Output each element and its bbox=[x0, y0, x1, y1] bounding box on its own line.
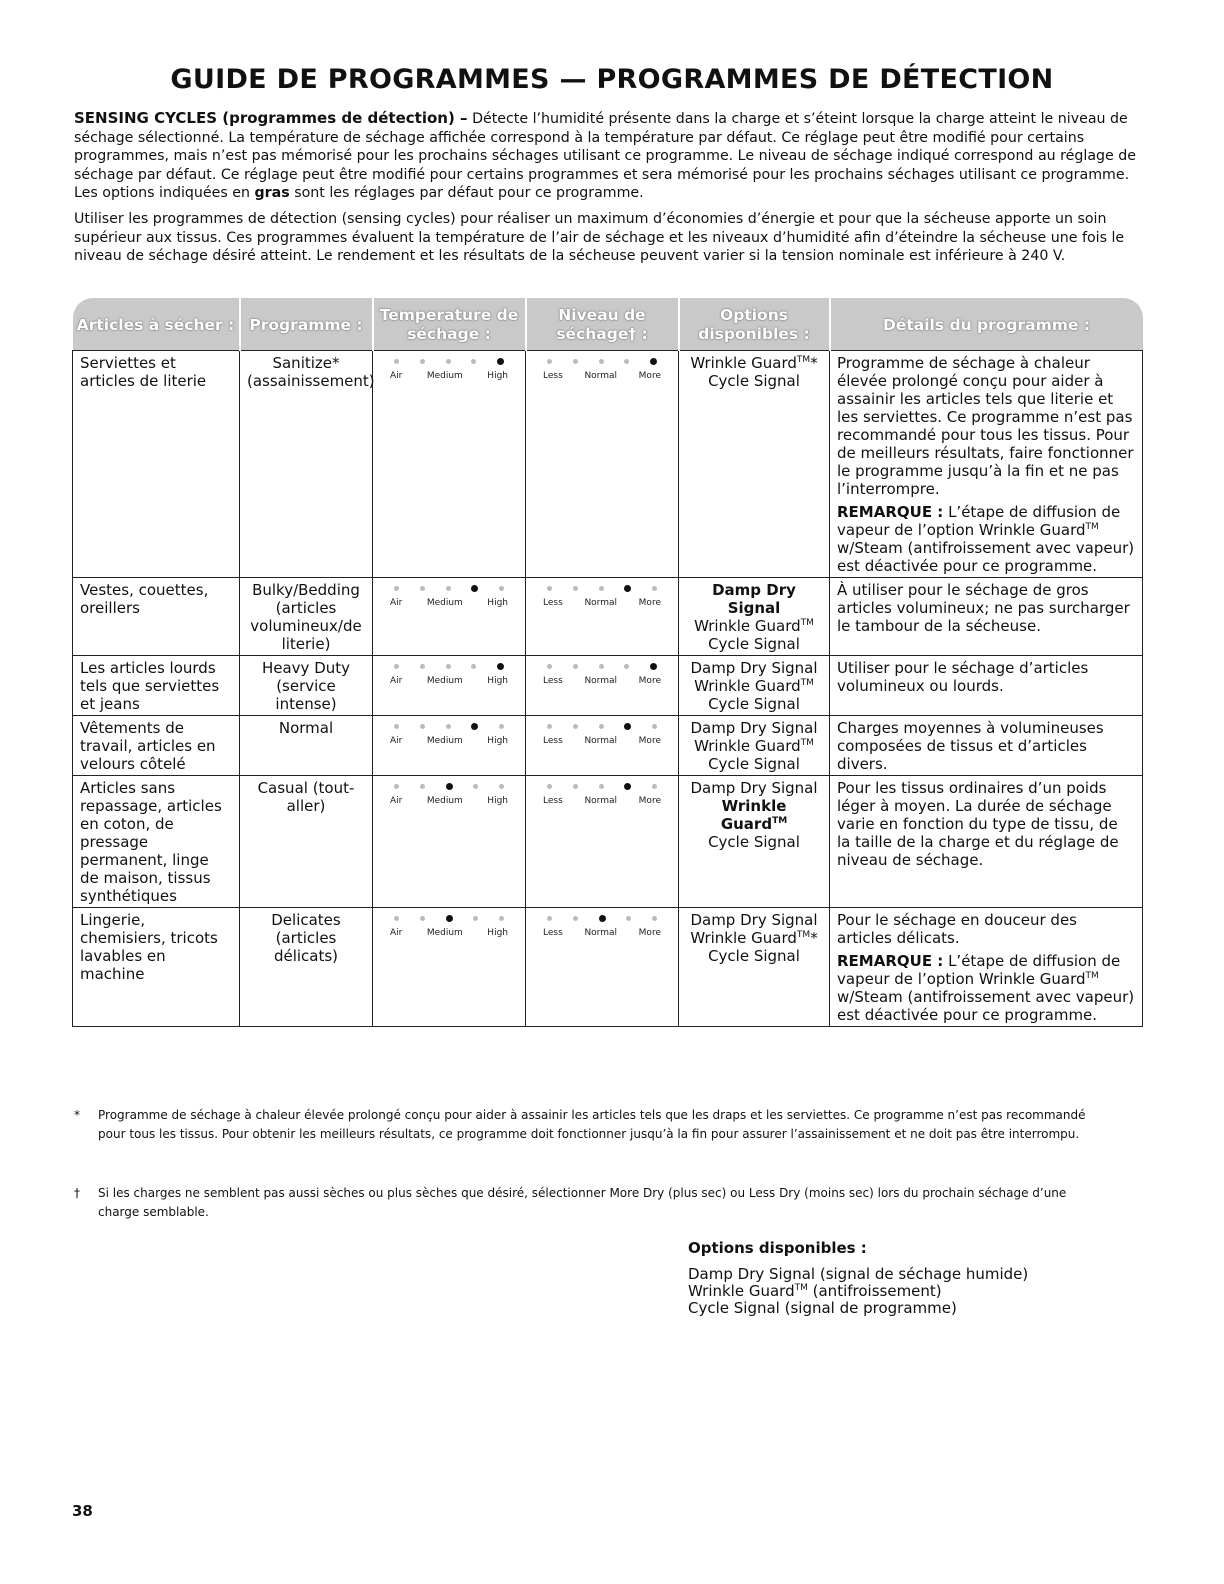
details-text: Pour le séchage en douceur des articles délicats. bbox=[837, 911, 1077, 947]
details-cell bbox=[830, 908, 1143, 1027]
temp-scale-label: Air bbox=[390, 676, 403, 686]
dry-scale-label: Less bbox=[543, 371, 563, 381]
temp-dot bbox=[420, 784, 425, 789]
dry-dot bbox=[626, 916, 631, 921]
dry-level-cell bbox=[526, 351, 679, 578]
page-title: GUIDE DE PROGRAMMES — PROGRAMMES DE DÉTECTION bbox=[170, 64, 1054, 95]
temp-dot-selected bbox=[446, 915, 453, 922]
temp-scale-label: High bbox=[487, 736, 508, 746]
temperature-cell bbox=[373, 351, 526, 578]
details-text: À utiliser pour le séchage de gros articles volumineux; ne pas surcharger le tambour de la sécheuse. bbox=[837, 581, 1130, 635]
temp-dot bbox=[499, 724, 504, 729]
table-row bbox=[73, 578, 1143, 656]
temp-scale-label: High bbox=[487, 598, 508, 608]
articles-cell: Lingerie, chemisiers, tricots lavables en machine bbox=[73, 908, 240, 1027]
temp-scale bbox=[390, 598, 508, 609]
temp-dot bbox=[420, 359, 425, 364]
header-details: Détails du programme : bbox=[830, 298, 1143, 351]
dry-scale-label: Normal bbox=[584, 928, 618, 938]
table-row bbox=[73, 908, 1143, 1027]
intro-paragraph-1 bbox=[74, 109, 1152, 203]
header-temperature: Temperature de séchage : bbox=[373, 298, 526, 351]
details-cell bbox=[830, 578, 1143, 656]
temp-dot bbox=[394, 784, 399, 789]
dry-scale-label: Less bbox=[543, 928, 563, 938]
intro-bold-word: gras bbox=[254, 185, 290, 201]
temp-dot bbox=[471, 359, 476, 364]
details-text: Charges moyennes à volumineuses composées de tissus et d’articles divers. bbox=[837, 719, 1104, 773]
dry-dot bbox=[547, 664, 552, 669]
program-cell: Normal bbox=[240, 716, 373, 776]
temp-dot bbox=[420, 724, 425, 729]
option-item: Wrinkle Guard™ bbox=[694, 737, 814, 755]
temp-dot-selected bbox=[471, 585, 478, 592]
details-text: Programme de séchage à chaleur élevée prolongé conçu pour aider à assainir les articles tels que literie et les serviettes. Ce programme n’est pas recommandé pour tous les tissus. Pour de meilleurs résultats, faire fonctionner le programme jusqu’à la fin et ne pas l’interrompre. bbox=[837, 354, 1134, 498]
temp-scale-label: Air bbox=[390, 598, 403, 608]
temp-scale-label: Medium bbox=[426, 676, 463, 686]
temp-scale bbox=[390, 736, 508, 747]
option-item: Damp Dry Signal bbox=[690, 719, 818, 737]
dry-scale-label: Normal bbox=[584, 371, 618, 381]
temp-scale-label: Medium bbox=[426, 928, 463, 938]
options-cell bbox=[679, 656, 830, 716]
table-row bbox=[73, 776, 1143, 908]
temp-dot bbox=[473, 916, 478, 921]
table-row bbox=[73, 716, 1143, 776]
temperature-cell bbox=[373, 716, 526, 776]
dry-scale bbox=[543, 371, 661, 382]
footnote-mark: † bbox=[74, 1186, 80, 1200]
available-options-heading: Options disponibles : bbox=[688, 1239, 867, 1257]
header-articles: Articles à sécher : bbox=[73, 298, 240, 351]
dry-dot bbox=[547, 586, 552, 591]
dry-dot bbox=[599, 664, 604, 669]
dry-dot bbox=[547, 784, 552, 789]
details-cell bbox=[830, 656, 1143, 716]
dry-scale-label: Normal bbox=[584, 736, 618, 746]
temp-scale-label: Air bbox=[390, 736, 403, 746]
temperature-cell bbox=[373, 908, 526, 1027]
details-note: REMARQUE : L’étape de diffusion de vapeur de l’option Wrinkle Guard™ w/Steam (antifroissement avec vapeur) est déactivée pour ce programme. bbox=[837, 952, 1135, 1024]
temp-scale-label: Medium bbox=[426, 371, 463, 381]
dry-indicator bbox=[533, 581, 671, 609]
dry-scale-label: More bbox=[638, 796, 661, 806]
option-item: Wrinkle Guard™ bbox=[694, 677, 814, 695]
dry-scale-label: More bbox=[638, 371, 661, 381]
temp-scale-label: High bbox=[487, 371, 508, 381]
option-item: Wrinkle Guard™* bbox=[690, 354, 818, 372]
dry-level-cell bbox=[526, 578, 679, 656]
options-cell bbox=[679, 776, 830, 908]
option-item: Damp Dry Signal bbox=[690, 911, 818, 929]
temp-dot bbox=[446, 586, 451, 591]
dry-dot bbox=[573, 586, 578, 591]
dry-scale-label: More bbox=[638, 928, 661, 938]
temp-dots bbox=[394, 354, 504, 368]
program-cell: Casual (tout-aller) bbox=[240, 776, 373, 908]
temp-scale bbox=[390, 928, 508, 939]
dry-dot bbox=[599, 724, 604, 729]
temp-scale bbox=[390, 371, 508, 382]
available-options bbox=[688, 1240, 1028, 1317]
dry-dot-selected bbox=[624, 723, 631, 730]
dry-dot bbox=[547, 916, 552, 921]
program-cell: Heavy Duty (service intense) bbox=[240, 656, 373, 716]
header-program: Programme : bbox=[240, 298, 373, 351]
dry-scale bbox=[543, 736, 661, 747]
table-row bbox=[73, 351, 1143, 578]
dry-dot bbox=[599, 784, 604, 789]
details-text: Utiliser pour le séchage d’articles volumineux ou lourds. bbox=[837, 659, 1089, 695]
option-item: Cycle Signal bbox=[708, 833, 800, 851]
articles-cell: Vestes, couettes, oreillers bbox=[73, 578, 240, 656]
option-item: Cycle Signal bbox=[708, 635, 800, 653]
temp-indicator bbox=[380, 581, 518, 609]
option-item: Wrinkle Guard™ bbox=[694, 617, 814, 635]
temp-scale-label: High bbox=[487, 796, 508, 806]
temp-scale-label: Medium bbox=[426, 796, 463, 806]
temperature-cell bbox=[373, 656, 526, 716]
temp-indicator bbox=[380, 779, 518, 807]
temp-dot-selected bbox=[497, 663, 504, 670]
dry-dot bbox=[652, 724, 657, 729]
temp-dots bbox=[394, 779, 504, 793]
temp-dot bbox=[394, 916, 399, 921]
temp-dot bbox=[499, 916, 504, 921]
details-cell bbox=[830, 776, 1143, 908]
available-option: Damp Dry Signal (signal de séchage humide) bbox=[688, 1265, 1029, 1283]
options-cell bbox=[679, 908, 830, 1027]
temp-dot-selected bbox=[446, 783, 453, 790]
option-item: Damp Dry Signal bbox=[690, 659, 818, 677]
temp-indicator bbox=[380, 719, 518, 747]
temp-dot bbox=[420, 586, 425, 591]
temp-scale-label: Air bbox=[390, 796, 403, 806]
details-note: REMARQUE : L’étape de diffusion de vapeur de l’option Wrinkle Guard™ w/Steam (antifroissement avec vapeur) est déactivée pour ce programme. bbox=[837, 503, 1135, 575]
dry-scale-label: Less bbox=[543, 676, 563, 686]
dry-dots bbox=[547, 911, 657, 925]
dry-dot bbox=[573, 664, 578, 669]
temp-dot bbox=[394, 724, 399, 729]
temp-dots bbox=[394, 719, 504, 733]
dry-scale-label: Normal bbox=[584, 796, 618, 806]
table-row bbox=[73, 656, 1143, 716]
dry-indicator bbox=[533, 779, 671, 807]
details-text: Pour les tissus ordinaires d’un poids léger à moyen. La durée de séchage varie en fonction du type de tissu, de la taille de la charge et du réglage de niveau de séchage. bbox=[837, 779, 1119, 869]
options-cell bbox=[679, 578, 830, 656]
dry-scale-label: More bbox=[638, 736, 661, 746]
temp-indicator bbox=[380, 911, 518, 939]
temp-dot bbox=[420, 664, 425, 669]
dry-scale-label: Less bbox=[543, 598, 563, 608]
intro-lead: SENSING CYCLES (programmes de détection) – bbox=[74, 109, 468, 127]
intro-text-end: sont les réglages par défaut pour ce programme. bbox=[294, 185, 644, 201]
table-header-row bbox=[73, 298, 1143, 351]
footnote-sanitize bbox=[74, 1106, 1094, 1144]
dry-dot bbox=[652, 784, 657, 789]
dry-level-cell bbox=[526, 716, 679, 776]
dry-dots bbox=[547, 659, 657, 673]
temperature-cell bbox=[373, 776, 526, 908]
temp-dot bbox=[394, 586, 399, 591]
footnote-dry-level bbox=[74, 1184, 1094, 1222]
note-label: REMARQUE : bbox=[837, 952, 944, 970]
temp-scale-label: High bbox=[487, 676, 508, 686]
temp-indicator bbox=[380, 354, 518, 382]
dry-dot bbox=[624, 359, 629, 364]
temp-dot bbox=[446, 664, 451, 669]
dry-dot bbox=[573, 784, 578, 789]
temp-scale-label: Air bbox=[390, 371, 403, 381]
dry-dots bbox=[547, 719, 657, 733]
intro-text: Détecte l’humidité présente dans la charge et s’éteint lorsque la charge atteint le niveau de séchage sélectionné. La température de séchage affichée correspond à la température par défaut. Ce réglage peut être modifié pour certains programmes, mais n’est pas mémorisé pour les prochains séchages utilisant ce programme. Le niveau de séchage indiqué correspond au réglage de séchage par défaut. Ce réglage peut être modifié pour certains programmes et sera mémorisé pour les prochains séchages utilisant ce programme. Les options indiquées en bbox=[74, 111, 1137, 201]
intro-text-2: Utiliser les programmes de détection (sensing cycles) pour réaliser un maximum d’économies d’énergie et pour que la sécheuse apporte un soin supérieur aux tissus. Ces programmes évaluent la température de l’air de séchage et les niveaux d’humidité afin d’éteindre la sécheuse une fois le niveau de séchage désiré atteint. Le rendement et les résultats de la sécheuse peuvent varier si la tension nominale est inférieure à 240 V. bbox=[74, 211, 1125, 264]
footnote-text: Si les charges ne semblent pas aussi sèches ou plus sèches que désiré, sélectionner More Dry (plus sec) ou Less Dry (moins sec) lors du prochain séchage d’une charge semblable. bbox=[98, 1186, 1067, 1219]
option-item: Wrinkle Guard™ bbox=[720, 797, 788, 833]
articles-cell: Serviettes et articles de literie bbox=[73, 351, 240, 578]
temp-dot bbox=[499, 586, 504, 591]
option-item: Cycle Signal bbox=[708, 372, 800, 390]
option-item: Damp Dry Signal bbox=[712, 581, 796, 617]
temp-dots bbox=[394, 911, 504, 925]
temp-dot bbox=[499, 784, 504, 789]
dry-scale bbox=[543, 928, 661, 939]
dry-indicator bbox=[533, 719, 671, 747]
dry-scale-label: More bbox=[638, 676, 661, 686]
dry-scale bbox=[543, 796, 661, 807]
dry-dot bbox=[573, 359, 578, 364]
dry-dots bbox=[547, 354, 657, 368]
temp-dots bbox=[394, 659, 504, 673]
dry-indicator bbox=[533, 911, 671, 939]
temp-dots bbox=[394, 581, 504, 595]
header-dry-level: Niveau de séchage† : bbox=[526, 298, 679, 351]
dry-dot bbox=[547, 724, 552, 729]
dry-dot bbox=[573, 916, 578, 921]
temp-dot bbox=[446, 359, 451, 364]
temp-scale-label: Medium bbox=[426, 736, 463, 746]
temp-dot-selected bbox=[497, 358, 504, 365]
page-number: 38 bbox=[72, 1502, 93, 1520]
option-item: Damp Dry Signal bbox=[690, 779, 818, 797]
temp-scale-label: Air bbox=[390, 928, 403, 938]
temp-dot bbox=[420, 916, 425, 921]
dry-scale-label: Normal bbox=[584, 598, 618, 608]
articles-cell: Articles sans repassage, articles en coton, de pressage permanent, linge de maison, tissus synthétiques bbox=[73, 776, 240, 908]
temp-scale-label: Medium bbox=[426, 598, 463, 608]
options-cell bbox=[679, 351, 830, 578]
program-cell: Delicates (articles délicats) bbox=[240, 908, 373, 1027]
temp-indicator bbox=[380, 659, 518, 687]
articles-cell: Vêtements de travail, articles en velours côtelé bbox=[73, 716, 240, 776]
temp-dot bbox=[473, 784, 478, 789]
available-option: Wrinkle Guard™ (antifroissement) bbox=[688, 1282, 942, 1300]
option-item: Cycle Signal bbox=[708, 755, 800, 773]
dry-dot bbox=[652, 916, 657, 921]
dry-scale-label: Less bbox=[543, 736, 563, 746]
dry-indicator bbox=[533, 659, 671, 687]
option-item: Cycle Signal bbox=[708, 947, 800, 965]
intro-paragraph-2 bbox=[74, 210, 1152, 266]
dry-dot bbox=[573, 724, 578, 729]
dry-dot bbox=[599, 359, 604, 364]
dry-scale-label: More bbox=[638, 598, 661, 608]
articles-cell: Les articles lourds tels que serviettes et jeans bbox=[73, 656, 240, 716]
details-cell bbox=[830, 351, 1143, 578]
dry-dot bbox=[624, 664, 629, 669]
program-cell: Sanitize* (assainissement) bbox=[240, 351, 373, 578]
dry-dot-selected bbox=[624, 783, 631, 790]
dry-dots bbox=[547, 581, 657, 595]
cycle-guide-table bbox=[72, 298, 1143, 1027]
temp-dot bbox=[394, 359, 399, 364]
dry-dot-selected bbox=[624, 585, 631, 592]
temp-dot bbox=[471, 664, 476, 669]
program-cell: Bulky/Bedding (articles volumineux/de literie) bbox=[240, 578, 373, 656]
note-label: REMARQUE : bbox=[837, 503, 944, 521]
temp-dot bbox=[394, 664, 399, 669]
dry-indicator bbox=[533, 354, 671, 382]
temperature-cell bbox=[373, 578, 526, 656]
dry-scale-label: Less bbox=[543, 796, 563, 806]
dry-dot-selected bbox=[599, 915, 606, 922]
footnote-text: Programme de séchage à chaleur élevée prolongé conçu pour aider à assainir les articles tels que les draps et les serviettes. Ce programme n’est pas recommandé pour tous les tissus. Pour obtenir les meilleurs résultats, ce programme doit fonctionner jusqu’à la fin pour assurer l’assainissement et ne doit pas être interrompu. bbox=[98, 1108, 1086, 1141]
header-options: Options disponibles : bbox=[679, 298, 830, 351]
dry-dot bbox=[599, 586, 604, 591]
dry-dot-selected bbox=[650, 358, 657, 365]
dry-level-cell bbox=[526, 776, 679, 908]
dry-scale bbox=[543, 676, 661, 687]
dry-scale-label: Normal bbox=[584, 676, 618, 686]
option-item: Wrinkle Guard™* bbox=[690, 929, 818, 947]
temp-dot-selected bbox=[471, 723, 478, 730]
temp-scale bbox=[390, 676, 508, 687]
temp-dot bbox=[446, 724, 451, 729]
temp-scale-label: High bbox=[487, 928, 508, 938]
available-option: Cycle Signal (signal de programme) bbox=[688, 1299, 957, 1317]
dry-dot bbox=[547, 359, 552, 364]
options-cell bbox=[679, 716, 830, 776]
dry-level-cell bbox=[526, 908, 679, 1027]
temp-scale bbox=[390, 796, 508, 807]
dry-dot-selected bbox=[650, 663, 657, 670]
details-cell bbox=[830, 716, 1143, 776]
option-item: Cycle Signal bbox=[708, 695, 800, 713]
dry-scale bbox=[543, 598, 661, 609]
dry-level-cell bbox=[526, 656, 679, 716]
dry-dots bbox=[547, 779, 657, 793]
dry-dot bbox=[652, 586, 657, 591]
footnote-mark: * bbox=[74, 1108, 80, 1122]
